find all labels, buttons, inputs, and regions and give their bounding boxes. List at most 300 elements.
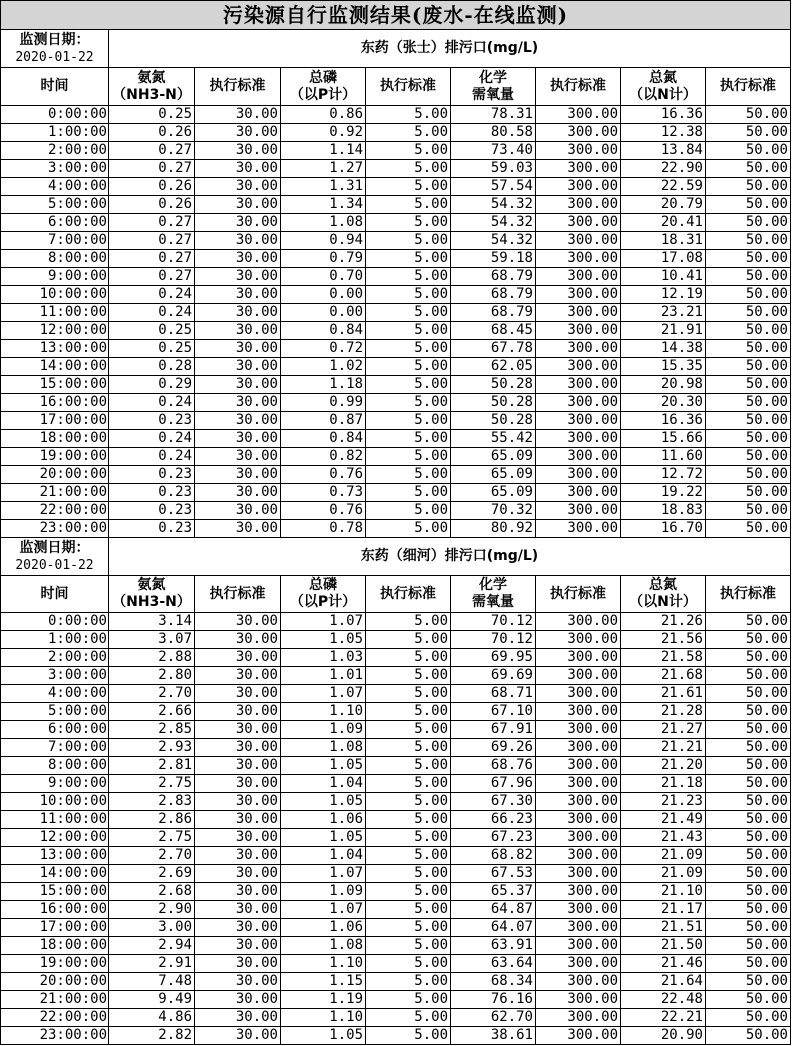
cell-cod-standard: 300.00	[536, 631, 621, 649]
cell-ammonia-standard: 30.00	[195, 739, 281, 757]
cell-total-phosphorus: 1.08	[281, 739, 366, 757]
cell-total-phosphorus: 1.05	[281, 1027, 366, 1045]
cell-total-phosphorus: 0.86	[281, 106, 366, 124]
cell-total-phosphorus: 1.04	[281, 775, 366, 793]
cell-total-phosphorus: 0.00	[281, 304, 366, 322]
table-row	[1, 412, 791, 430]
cell-cod: 70.12	[451, 613, 536, 631]
cell-nitrogen-standard: 50.00	[706, 667, 791, 685]
cell-cod-standard: 300.00	[536, 811, 621, 829]
outlet-name: 东药（细河）排污口(mg/L)	[109, 538, 791, 576]
cell-total-phosphorus: 1.05	[281, 829, 366, 847]
cell-phosphorus-standard: 5.00	[366, 178, 451, 196]
table-row	[1, 340, 791, 358]
cell-total-nitrogen: 21.43	[621, 829, 706, 847]
cell-cod-standard: 300.00	[536, 430, 621, 448]
cell-ammonia-nitrogen: 2.85	[109, 721, 195, 739]
cell-cod-standard: 300.00	[536, 685, 621, 703]
cell-total-nitrogen: 18.31	[621, 232, 706, 250]
column-header-total-nitrogen	[621, 576, 706, 613]
cell-cod-standard: 300.00	[536, 376, 621, 394]
table-row	[1, 142, 791, 160]
column-header-text: 需氧量	[472, 594, 514, 610]
cell-ammonia-standard: 30.00	[195, 214, 281, 232]
column-header-cod-standard	[536, 576, 621, 613]
cell-cod-standard: 300.00	[536, 667, 621, 685]
data-rows	[1, 613, 791, 1045]
cell-ammonia-standard: 30.00	[195, 919, 281, 937]
cell-phosphorus-standard: 5.00	[366, 160, 451, 178]
cell-time: 7:00:00	[1, 232, 109, 250]
table-row	[1, 883, 791, 901]
cell-cod-standard: 300.00	[536, 196, 621, 214]
cell-ammonia-standard: 30.00	[195, 286, 281, 304]
cell-nitrogen-standard: 50.00	[706, 955, 791, 973]
cell-phosphorus-standard: 5.00	[366, 502, 451, 520]
table-row	[1, 448, 791, 466]
cell-time: 15:00:00	[1, 883, 109, 901]
cell-total-nitrogen: 21.64	[621, 973, 706, 991]
cell-ammonia-standard: 30.00	[195, 991, 281, 1009]
cell-cod-standard: 300.00	[536, 178, 621, 196]
cell-nitrogen-standard: 50.00	[706, 613, 791, 631]
cell-time: 7:00:00	[1, 739, 109, 757]
cell-phosphorus-standard: 5.00	[366, 847, 451, 865]
cell-ammonia-nitrogen: 0.26	[109, 196, 195, 214]
cell-ammonia-standard: 30.00	[195, 340, 281, 358]
column-header-text: 执行标准	[380, 78, 436, 94]
cell-phosphorus-standard: 5.00	[366, 358, 451, 376]
cell-phosphorus-standard: 5.00	[366, 901, 451, 919]
table-row	[1, 703, 791, 721]
cell-nitrogen-standard: 50.00	[706, 322, 791, 340]
monitoring-date-value: 2020-01-22	[15, 557, 94, 573]
cell-time: 1:00:00	[1, 631, 109, 649]
cell-total-phosphorus: 1.02	[281, 358, 366, 376]
section-info-row	[1, 30, 791, 68]
cell-nitrogen-standard: 50.00	[706, 649, 791, 667]
cell-total-phosphorus: 1.09	[281, 721, 366, 739]
cell-ammonia-nitrogen: 2.93	[109, 739, 195, 757]
table-row	[1, 685, 791, 703]
cell-total-nitrogen: 21.10	[621, 883, 706, 901]
cell-time: 15:00:00	[1, 376, 109, 394]
column-header-text: 时间	[40, 78, 69, 94]
cell-total-phosphorus: 1.10	[281, 703, 366, 721]
cell-nitrogen-standard: 50.00	[706, 520, 791, 538]
cell-cod: 67.96	[451, 775, 536, 793]
cell-cod-standard: 300.00	[536, 937, 621, 955]
column-header-text: （NH3-N）	[112, 594, 191, 610]
table-row	[1, 991, 791, 1009]
cell-cod: 70.12	[451, 631, 536, 649]
table-row	[1, 829, 791, 847]
cell-ammonia-standard: 30.00	[195, 649, 281, 667]
cell-phosphorus-standard: 5.00	[366, 448, 451, 466]
cell-phosphorus-standard: 5.00	[366, 322, 451, 340]
column-header-nitrogen-standard	[706, 68, 791, 106]
cell-cod-standard: 300.00	[536, 214, 621, 232]
cell-total-nitrogen: 12.19	[621, 286, 706, 304]
cell-ammonia-nitrogen: 2.80	[109, 667, 195, 685]
column-header-text: 化学	[479, 69, 507, 86]
cell-total-phosphorus: 0.92	[281, 124, 366, 142]
cell-cod: 65.37	[451, 883, 536, 901]
table-row	[1, 973, 791, 991]
cell-total-phosphorus: 0.76	[281, 466, 366, 484]
column-header-total-phosphorus	[281, 576, 366, 613]
cell-cod: 57.54	[451, 178, 536, 196]
table-row	[1, 394, 791, 412]
cell-ammonia-nitrogen: 0.29	[109, 376, 195, 394]
cell-cod: 65.09	[451, 466, 536, 484]
cell-ammonia-nitrogen: 0.27	[109, 268, 195, 286]
cell-total-phosphorus: 1.10	[281, 955, 366, 973]
column-header-text: 总氮	[649, 577, 677, 593]
column-header-text: 执行标准	[550, 585, 606, 602]
table-row	[1, 757, 791, 775]
cell-cod: 67.10	[451, 703, 536, 721]
cell-phosphorus-standard: 5.00	[366, 811, 451, 829]
cell-total-nitrogen: 21.28	[621, 703, 706, 721]
cell-ammonia-standard: 30.00	[195, 955, 281, 973]
cell-total-phosphorus: 1.05	[281, 757, 366, 775]
cell-total-phosphorus: 1.19	[281, 991, 366, 1009]
cell-cod-standard: 300.00	[536, 775, 621, 793]
cell-ammonia-standard: 30.00	[195, 106, 281, 124]
cell-cod: 80.92	[451, 520, 536, 538]
cell-cod: 50.28	[451, 412, 536, 430]
cell-cod: 69.69	[451, 667, 536, 685]
cell-cod-standard: 300.00	[536, 703, 621, 721]
cell-ammonia-standard: 30.00	[195, 865, 281, 883]
cell-ammonia-standard: 30.00	[195, 685, 281, 703]
cell-ammonia-standard: 30.00	[195, 394, 281, 412]
cell-time: 23:00:00	[1, 1027, 109, 1045]
cell-cod: 68.76	[451, 757, 536, 775]
cell-total-phosphorus: 0.73	[281, 484, 366, 502]
table-row	[1, 847, 791, 865]
cell-time: 18:00:00	[1, 430, 109, 448]
cell-ammonia-nitrogen: 2.90	[109, 901, 195, 919]
cell-total-phosphorus: 0.70	[281, 268, 366, 286]
cell-time: 23:00:00	[1, 520, 109, 538]
table-row	[1, 901, 791, 919]
cell-ammonia-nitrogen: 2.91	[109, 955, 195, 973]
column-header-text: 氨氮	[137, 69, 166, 86]
cell-phosphorus-standard: 5.00	[366, 919, 451, 937]
column-header-text: 执行标准	[720, 78, 776, 94]
column-header-row	[1, 576, 791, 613]
cell-time: 11:00:00	[1, 304, 109, 322]
cell-ammonia-standard: 30.00	[195, 304, 281, 322]
column-header-text: 执行标准	[550, 78, 606, 94]
cell-ammonia-nitrogen: 9.49	[109, 991, 195, 1009]
cell-total-nitrogen: 22.48	[621, 991, 706, 1009]
cell-cod-standard: 300.00	[536, 448, 621, 466]
column-header-ammonia-standard	[195, 68, 281, 106]
cell-nitrogen-standard: 50.00	[706, 919, 791, 937]
cell-cod-standard: 300.00	[536, 466, 621, 484]
cell-ammonia-nitrogen: 3.14	[109, 613, 195, 631]
table-row	[1, 865, 791, 883]
cell-cod-standard: 300.00	[536, 358, 621, 376]
table-row	[1, 721, 791, 739]
cell-ammonia-standard: 30.00	[195, 250, 281, 268]
cell-phosphorus-standard: 5.00	[366, 394, 451, 412]
cell-total-phosphorus: 1.08	[281, 214, 366, 232]
cell-cod-standard: 300.00	[536, 286, 621, 304]
cell-nitrogen-standard: 50.00	[706, 721, 791, 739]
table-row	[1, 106, 791, 124]
cell-nitrogen-standard: 50.00	[706, 847, 791, 865]
cell-nitrogen-standard: 50.00	[706, 448, 791, 466]
cell-cod: 65.09	[451, 484, 536, 502]
cell-cod-standard: 300.00	[536, 322, 621, 340]
cell-nitrogen-standard: 50.00	[706, 937, 791, 955]
cell-nitrogen-standard: 50.00	[706, 106, 791, 124]
cell-total-nitrogen: 20.41	[621, 214, 706, 232]
column-header-ammonia-standard	[195, 576, 281, 613]
cell-cod: 68.71	[451, 685, 536, 703]
cell-cod-standard: 300.00	[536, 520, 621, 538]
table-row	[1, 286, 791, 304]
table-row	[1, 376, 791, 394]
cell-cod: 68.34	[451, 973, 536, 991]
cell-phosphorus-standard: 5.00	[366, 613, 451, 631]
cell-time: 0:00:00	[1, 106, 109, 124]
cell-time: 18:00:00	[1, 937, 109, 955]
cell-time: 4:00:00	[1, 685, 109, 703]
table-row	[1, 667, 791, 685]
cell-ammonia-nitrogen: 0.24	[109, 286, 195, 304]
table-row	[1, 430, 791, 448]
column-header-text: 执行标准	[720, 585, 776, 602]
cell-time: 19:00:00	[1, 955, 109, 973]
cell-nitrogen-standard: 50.00	[706, 250, 791, 268]
cell-cod: 55.42	[451, 430, 536, 448]
cell-total-nitrogen: 21.50	[621, 937, 706, 955]
cell-time: 9:00:00	[1, 268, 109, 286]
cell-ammonia-standard: 30.00	[195, 142, 281, 160]
cell-total-nitrogen: 10.41	[621, 268, 706, 286]
cell-phosphorus-standard: 5.00	[366, 286, 451, 304]
cell-time: 21:00:00	[1, 484, 109, 502]
cell-ammonia-nitrogen: 2.75	[109, 775, 195, 793]
data-rows	[1, 106, 791, 538]
cell-cod-standard: 300.00	[536, 721, 621, 739]
cell-ammonia-nitrogen: 2.69	[109, 865, 195, 883]
cell-phosphorus-standard: 5.00	[366, 829, 451, 847]
column-header-ammonia-nitrogen	[109, 68, 195, 106]
cell-ammonia-nitrogen: 2.83	[109, 793, 195, 811]
column-header-time	[1, 68, 109, 106]
cell-total-nitrogen: 21.17	[621, 901, 706, 919]
cell-time: 6:00:00	[1, 721, 109, 739]
column-header-time	[1, 576, 109, 613]
column-header-text: 总磷	[309, 577, 337, 593]
cell-ammonia-standard: 30.00	[195, 973, 281, 991]
cell-ammonia-standard: 30.00	[195, 667, 281, 685]
cell-cod: 67.78	[451, 340, 536, 358]
cell-time: 22:00:00	[1, 1009, 109, 1027]
cell-nitrogen-standard: 50.00	[706, 703, 791, 721]
cell-ammonia-standard: 30.00	[195, 757, 281, 775]
cell-cod-standard: 300.00	[536, 268, 621, 286]
cell-cod-standard: 300.00	[536, 412, 621, 430]
cell-total-nitrogen: 21.68	[621, 667, 706, 685]
column-header-text: 总氮	[649, 69, 677, 86]
cell-nitrogen-standard: 50.00	[706, 232, 791, 250]
cell-ammonia-standard: 30.00	[195, 502, 281, 520]
cell-total-phosphorus: 0.87	[281, 412, 366, 430]
cell-total-nitrogen: 15.35	[621, 358, 706, 376]
cell-cod: 70.32	[451, 502, 536, 520]
table-row	[1, 919, 791, 937]
cell-ammonia-nitrogen: 0.25	[109, 106, 195, 124]
cell-ammonia-nitrogen: 0.24	[109, 304, 195, 322]
cell-time: 16:00:00	[1, 901, 109, 919]
cell-phosphorus-standard: 5.00	[366, 268, 451, 286]
cell-nitrogen-standard: 50.00	[706, 973, 791, 991]
cell-time: 4:00:00	[1, 178, 109, 196]
table-row	[1, 775, 791, 793]
cell-cod: 54.32	[451, 196, 536, 214]
cell-cod: 50.28	[451, 376, 536, 394]
cell-cod-standard: 300.00	[536, 304, 621, 322]
cell-ammonia-nitrogen: 7.48	[109, 973, 195, 991]
cell-total-phosphorus: 0.72	[281, 340, 366, 358]
table-row	[1, 178, 791, 196]
column-header-cod-standard	[536, 68, 621, 106]
cell-total-nitrogen: 21.51	[621, 919, 706, 937]
cell-total-nitrogen: 16.36	[621, 106, 706, 124]
cell-cod: 38.61	[451, 1027, 536, 1045]
table-row	[1, 214, 791, 232]
cell-ammonia-nitrogen: 0.24	[109, 448, 195, 466]
cell-ammonia-standard: 30.00	[195, 520, 281, 538]
cell-total-phosphorus: 0.78	[281, 520, 366, 538]
table-row	[1, 1009, 791, 1027]
cell-cod: 54.32	[451, 232, 536, 250]
table-row	[1, 466, 791, 484]
cell-time: 20:00:00	[1, 466, 109, 484]
cell-ammonia-standard: 30.00	[195, 937, 281, 955]
cell-ammonia-standard: 30.00	[195, 232, 281, 250]
cell-ammonia-standard: 30.00	[195, 178, 281, 196]
cell-total-phosphorus: 0.82	[281, 448, 366, 466]
cell-cod: 68.79	[451, 286, 536, 304]
cell-cod-standard: 300.00	[536, 106, 621, 124]
cell-ammonia-standard: 30.00	[195, 901, 281, 919]
cell-total-phosphorus: 0.00	[281, 286, 366, 304]
cell-nitrogen-standard: 50.00	[706, 1009, 791, 1027]
cell-time: 17:00:00	[1, 412, 109, 430]
cell-total-phosphorus: 1.31	[281, 178, 366, 196]
cell-cod-standard: 300.00	[536, 955, 621, 973]
cell-total-nitrogen: 22.21	[621, 1009, 706, 1027]
cell-nitrogen-standard: 50.00	[706, 901, 791, 919]
cell-cod: 67.23	[451, 829, 536, 847]
cell-phosphorus-standard: 5.00	[366, 739, 451, 757]
cell-cod-standard: 300.00	[536, 613, 621, 631]
cell-cod: 54.32	[451, 214, 536, 232]
cell-cod-standard: 300.00	[536, 340, 621, 358]
cell-ammonia-nitrogen: 0.25	[109, 322, 195, 340]
cell-nitrogen-standard: 50.00	[706, 376, 791, 394]
cell-ammonia-nitrogen: 0.24	[109, 430, 195, 448]
cell-ammonia-nitrogen: 0.27	[109, 160, 195, 178]
cell-nitrogen-standard: 50.00	[706, 358, 791, 376]
cell-ammonia-standard: 30.00	[195, 829, 281, 847]
cell-total-phosphorus: 1.03	[281, 649, 366, 667]
cell-phosphorus-standard: 5.00	[366, 196, 451, 214]
cell-phosphorus-standard: 5.00	[366, 214, 451, 232]
column-header-text: 总磷	[309, 69, 337, 86]
cell-ammonia-standard: 30.00	[195, 466, 281, 484]
cell-total-phosphorus: 1.14	[281, 142, 366, 160]
monitoring-section	[1, 538, 791, 1045]
column-header-nitrogen-standard	[706, 576, 791, 613]
cell-total-phosphorus: 1.06	[281, 919, 366, 937]
table-row	[1, 160, 791, 178]
cell-cod-standard: 300.00	[536, 865, 621, 883]
cell-ammonia-nitrogen: 0.27	[109, 214, 195, 232]
cell-ammonia-nitrogen: 2.70	[109, 685, 195, 703]
section-info-row	[1, 538, 791, 576]
cell-cod: 50.28	[451, 394, 536, 412]
cell-phosphorus-standard: 5.00	[366, 865, 451, 883]
column-header-text: （以N计）	[629, 594, 697, 610]
monitoring-date-cell	[1, 30, 109, 68]
cell-time: 5:00:00	[1, 196, 109, 214]
cell-time: 5:00:00	[1, 703, 109, 721]
cell-total-nitrogen: 23.21	[621, 304, 706, 322]
cell-time: 8:00:00	[1, 757, 109, 775]
cell-cod: 62.70	[451, 1009, 536, 1027]
cell-cod: 66.23	[451, 811, 536, 829]
cell-cod-standard: 300.00	[536, 991, 621, 1009]
cell-phosphorus-standard: 5.00	[366, 883, 451, 901]
table-row	[1, 1027, 791, 1045]
cell-nitrogen-standard: 50.00	[706, 829, 791, 847]
cell-phosphorus-standard: 5.00	[366, 775, 451, 793]
cell-time: 2:00:00	[1, 649, 109, 667]
cell-cod: 68.79	[451, 268, 536, 286]
cell-phosphorus-standard: 5.00	[366, 106, 451, 124]
cell-ammonia-nitrogen: 0.26	[109, 178, 195, 196]
cell-nitrogen-standard: 50.00	[706, 484, 791, 502]
cell-total-nitrogen: 16.36	[621, 412, 706, 430]
cell-phosphorus-standard: 5.00	[366, 991, 451, 1009]
cell-ammonia-standard: 30.00	[195, 484, 281, 502]
column-header-cod	[451, 576, 536, 613]
cell-cod: 59.18	[451, 250, 536, 268]
cell-ammonia-nitrogen: 4.86	[109, 1009, 195, 1027]
cell-time: 20:00:00	[1, 973, 109, 991]
cell-cod-standard: 300.00	[536, 919, 621, 937]
cell-ammonia-standard: 30.00	[195, 631, 281, 649]
cell-phosphorus-standard: 5.00	[366, 721, 451, 739]
cell-time: 2:00:00	[1, 142, 109, 160]
column-header-text: 时间	[40, 585, 69, 602]
cell-total-nitrogen: 21.26	[621, 613, 706, 631]
cell-nitrogen-standard: 50.00	[706, 124, 791, 142]
cell-cod-standard: 300.00	[536, 1009, 621, 1027]
cell-cod-standard: 300.00	[536, 901, 621, 919]
cell-nitrogen-standard: 50.00	[706, 502, 791, 520]
cell-ammonia-standard: 30.00	[195, 160, 281, 178]
